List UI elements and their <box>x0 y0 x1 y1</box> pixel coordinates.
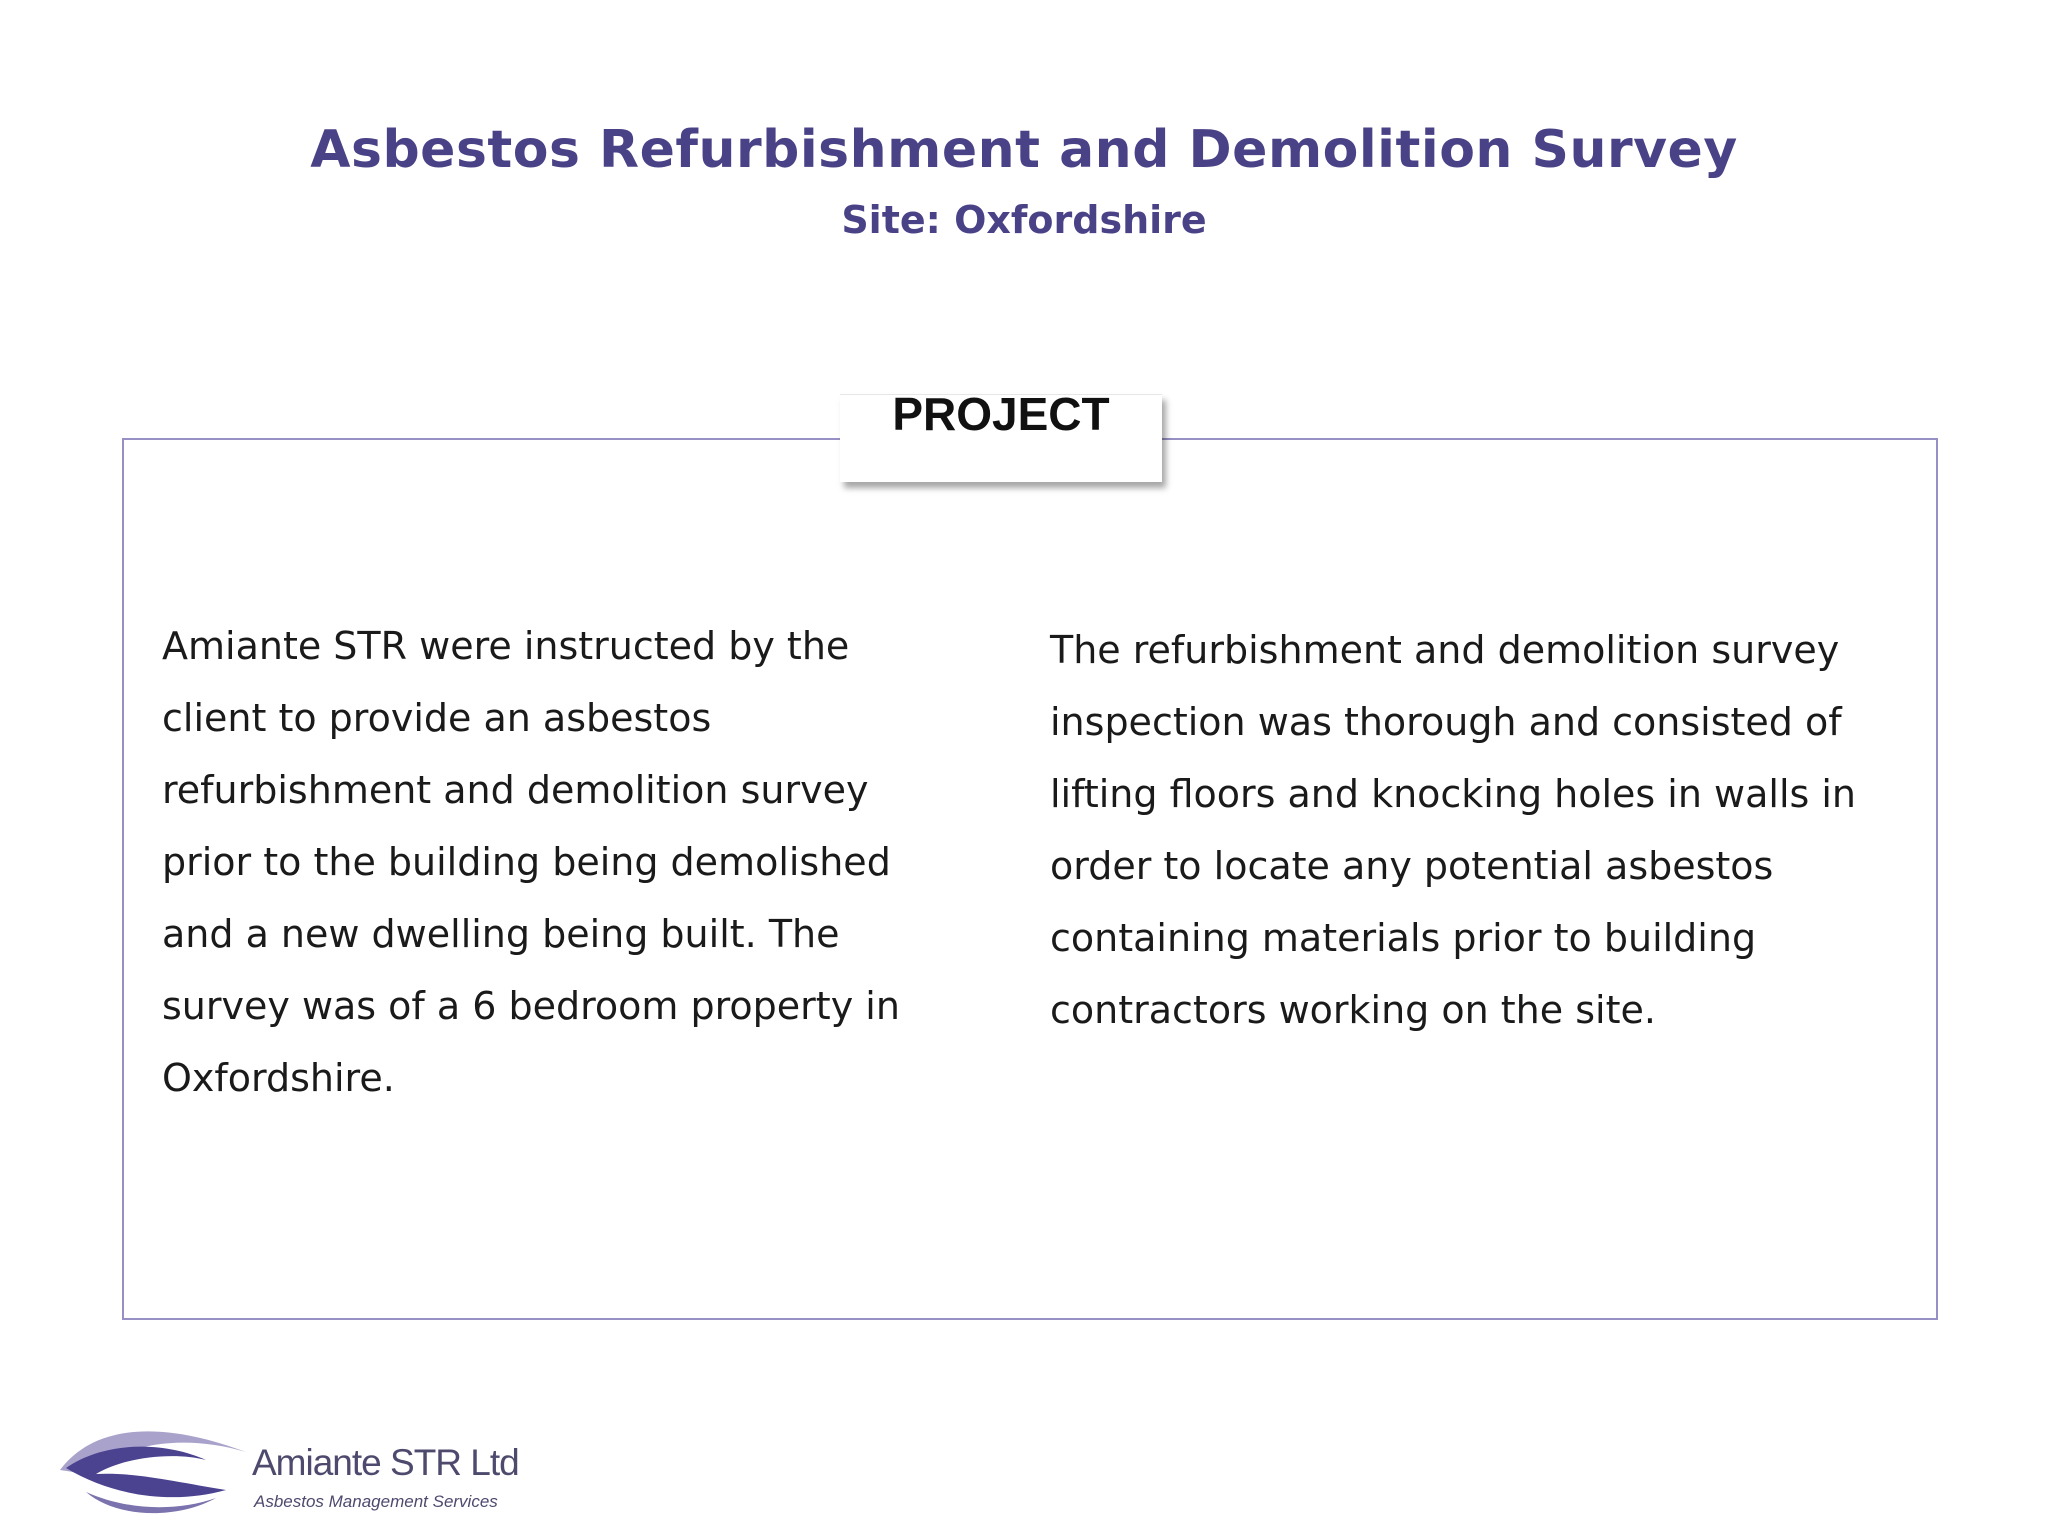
project-tab-label: PROJECT <box>892 388 1110 440</box>
wave-logo-icon <box>56 1412 256 1524</box>
project-tab <box>840 388 1162 482</box>
paragraph-line: and a new dwelling being built. The <box>162 912 840 956</box>
paragraph-line: The refurbishment and demolition survey <box>1050 628 1840 672</box>
paragraph-line: Oxfordshire. <box>162 1056 395 1100</box>
company-name: Amiante STR Ltd <box>252 1442 519 1483</box>
paragraph-line: Amiante STR were instructed by the <box>162 624 850 668</box>
paragraph-line: refurbishment and demolition survey <box>162 768 869 812</box>
paragraph-line: inspection was thorough and consisted of <box>1050 700 1842 744</box>
paragraph-line: containing materials prior to building <box>1050 916 1757 960</box>
paragraph-line: lifting floors and knocking holes in walls in <box>1050 772 1857 816</box>
project-description-left <box>162 610 982 1114</box>
paragraph-line: client to provide an asbestos <box>162 696 712 740</box>
paragraph-line: order to locate any potential asbestos <box>1050 844 1774 888</box>
company-logo <box>56 1412 526 1524</box>
page-title: Asbestos Refurbishment and Demolition Survey <box>310 120 1738 180</box>
site-subtitle: Site: Oxfordshire <box>841 198 1207 242</box>
paragraph-line: contractors working on the site. <box>1050 988 1656 1032</box>
paragraph-line: prior to the building being demolished <box>162 840 891 884</box>
company-tagline: Asbestos Management Services <box>254 1492 498 1511</box>
project-description-right <box>1050 614 1930 1046</box>
paragraph-line: survey was of a 6 bedroom property in <box>162 984 900 1028</box>
